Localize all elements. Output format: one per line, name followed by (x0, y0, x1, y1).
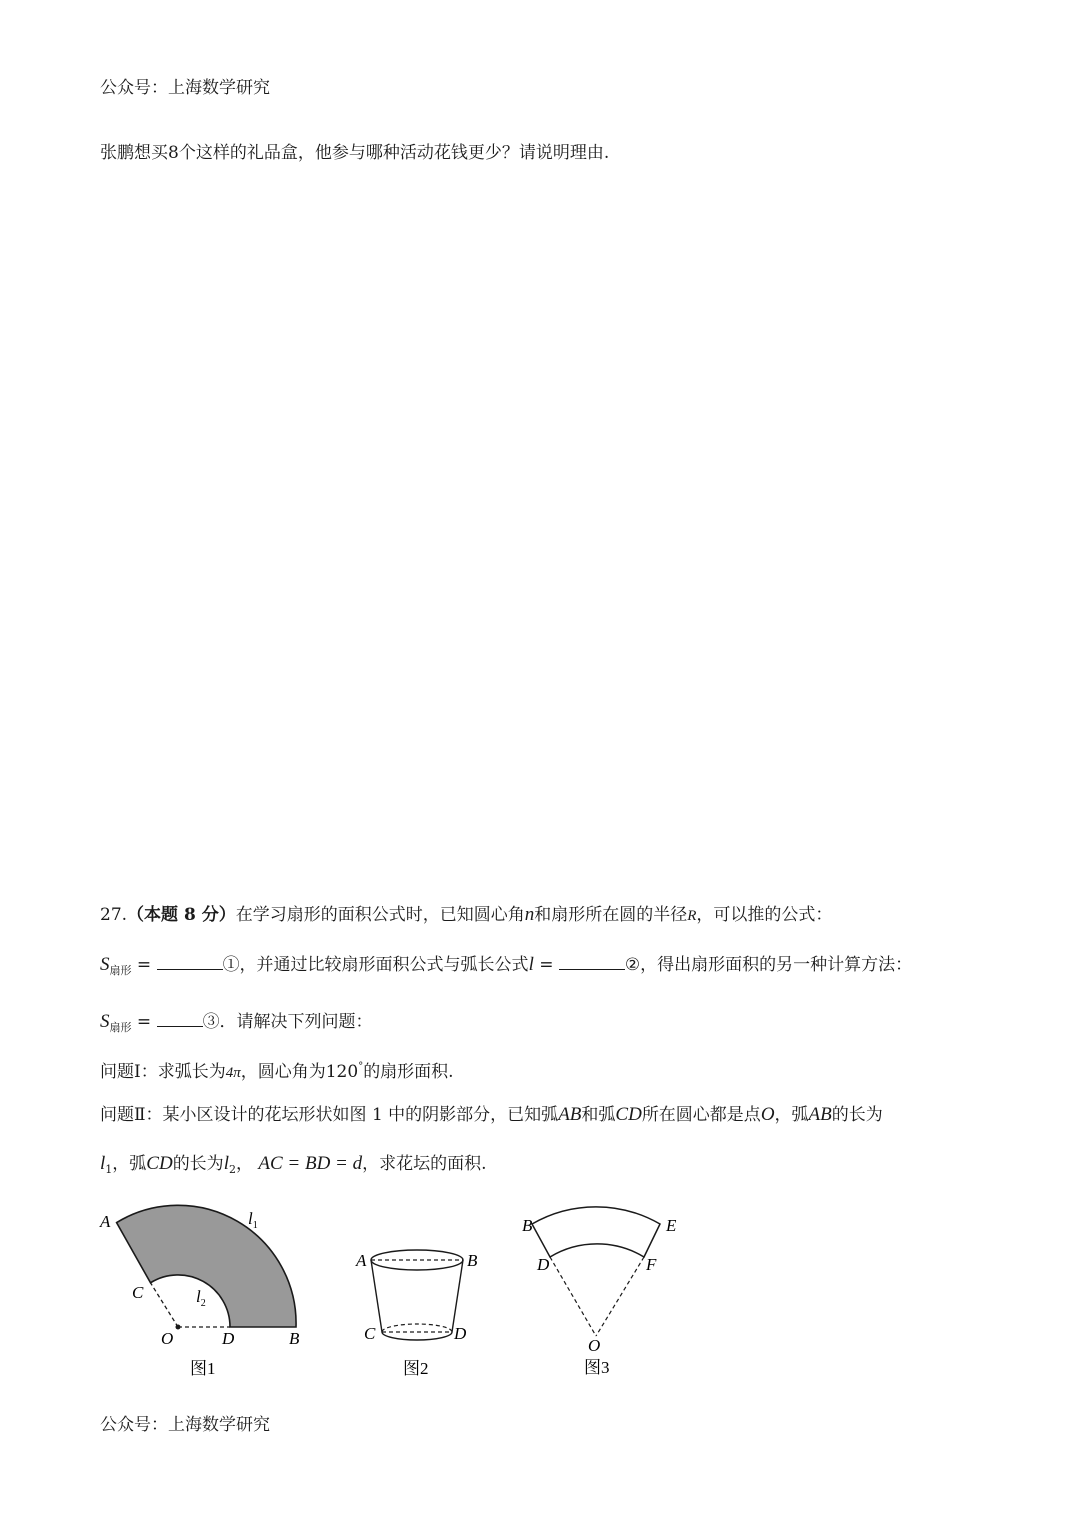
answer-blank-1[interactable] (157, 953, 223, 970)
label-b: B (522, 1216, 533, 1235)
label-a: A (100, 1212, 111, 1231)
side-ac (371, 1260, 382, 1332)
question-27-intro: 27.（本题 8 分）在学习扇形的面积公式时，已知圆心角n和扇形所在圆的半径R，可以推的公式： (100, 904, 833, 925)
dashed-radius-oc (151, 1283, 179, 1327)
figure-2 (350, 1235, 490, 1385)
label-b: B (289, 1329, 300, 1348)
dashed-radius-fo (596, 1257, 644, 1336)
label-d: D (454, 1324, 467, 1343)
dashed-radius-do (550, 1257, 596, 1336)
problem-2-line-2: $l_1$，弧CD的长为$l_2$， AC = BD = d，求花坛的面积. (100, 1153, 487, 1176)
question-27-formula-1: $S_{扇形}$ = ①，并通过比较扇形面积公式与弧长公式l = ②，得出扇形面积的另一种计算方法： (100, 954, 913, 977)
label-e: E (666, 1216, 677, 1235)
figure-1 (90, 1200, 320, 1385)
figure-1-caption: 图1 (190, 1359, 216, 1378)
figure-3 (510, 1205, 700, 1385)
page-footer: 公众号：上海数学研究 (100, 1415, 270, 1435)
bottom-front-arc (382, 1332, 452, 1340)
shaded-annular-sector (117, 1205, 296, 1327)
answer-blank-3[interactable] (157, 1010, 203, 1027)
bottom-back-arc (382, 1324, 452, 1332)
label-f: F (646, 1255, 657, 1274)
problem-2-line-1: 问题Ⅱ：某小区设计的花坛形状如图 1 中的阴影部分，已知弧AB和弧CD所在圆心都是点O，弧AB的长为 (100, 1104, 883, 1125)
figure-3-caption: 图3 (584, 1358, 610, 1377)
label-a: A (356, 1251, 367, 1270)
figure-2-caption: 图2 (403, 1359, 429, 1378)
page-header: 公众号：上海数学研究 (100, 78, 270, 98)
annular-sector-outline (532, 1207, 660, 1257)
question-score: （本题 8 分） (127, 905, 236, 925)
label-d: D (222, 1329, 235, 1348)
answer-blank-2[interactable] (559, 953, 625, 970)
label-c: C (132, 1283, 144, 1302)
label-l2: $l_2$ (196, 1287, 206, 1309)
center-point-o (176, 1325, 181, 1330)
question-26-tail: 张鹏想买8个这样的礼品盒，他参与哪种活动花钱更少？请说明理由. (100, 143, 610, 163)
problem-1: 问题Ⅰ：求弧长为4π，圆心角为120°的扇形面积. (100, 1061, 454, 1082)
question-27-formula-2: $S_{扇形}$ = ③．请解决下列问题： (100, 1011, 373, 1034)
label-c: C (364, 1324, 376, 1343)
label-o: O (161, 1329, 174, 1348)
label-l1: $l_1$ (248, 1209, 258, 1231)
label-o: O (588, 1336, 601, 1355)
label-b: B (467, 1251, 478, 1270)
side-bd (452, 1260, 463, 1332)
question-number: 27. (100, 905, 128, 925)
label-d: D (537, 1255, 550, 1274)
